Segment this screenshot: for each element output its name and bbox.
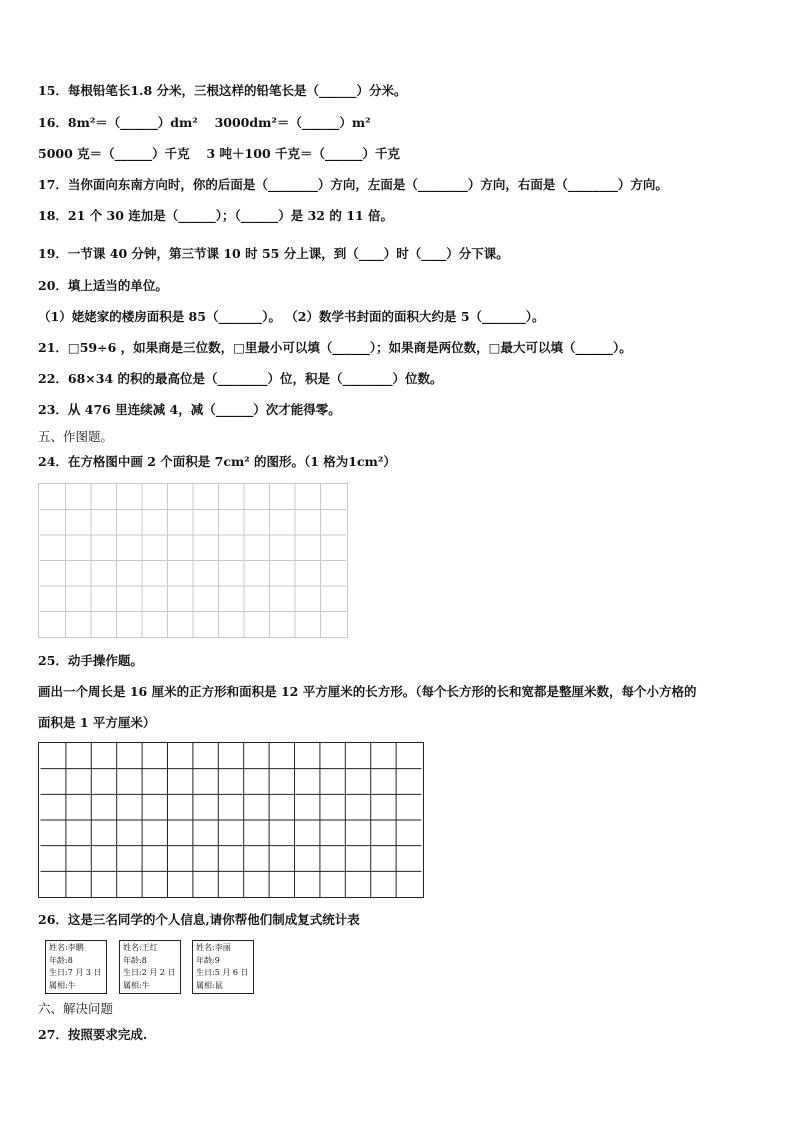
question-21: 21．□59÷6 ，如果商是三位数，□里最小可以填（______）；如果商是两位数，□最大可以填（______）。 [38,340,632,355]
card-name: 姓名:李丽 [196,943,231,952]
question-20: 20．填上适当的单位。 [38,278,168,293]
question-25-text-2: 面积是 1 平方厘米） [38,715,156,730]
question-25-text-1: 画出一个周长是 16 厘米的正方形和面积是 12 平方厘米的长方形。（每个长方形的长和宽都是整厘米数，每个小方格的 [38,684,697,699]
card-age: 年龄:8 [49,955,73,965]
card-age: 年龄:9 [196,955,220,965]
card-zodiac: 属相:牛 [123,980,150,990]
card-zodiac: 属相:鼠 [196,980,223,990]
card-name: 姓名:王红 [123,943,158,952]
card-name: 姓名:李鹏 [49,943,84,952]
question-16-line-1: 16．8m²＝（______）dm² 3000dm²＝（______）m² [38,115,371,130]
info-card-2 [119,940,181,994]
card-zodiac: 属相:牛 [49,980,76,990]
question-26: 26．这是三名同学的个人信息,请你帮他们制成复式统计表 [38,912,360,927]
info-card-1 [45,940,107,994]
question-27: 27．按照要求完成. [38,1027,148,1042]
card-birthday: 生日:2 月 2 日 [123,968,176,977]
question-19: 19．一节课 40 分钟，第三节课 10 时 55 分上课，到（____）时（____）分下课。 [38,246,509,261]
card-birthday: 生日:7 月 3 日 [49,968,102,977]
section-5-heading: 五、作图题。 [38,429,114,444]
section-6-heading: 六、解决问题 [38,1001,114,1016]
question-20-sub: （1）姥姥家的楼房面积是 85（_______）。 （2）数学书封面的面积大约是 5（_______）。 [38,309,545,324]
question-17: 17．当你面向东南方向时，你的后面是（________）方向，左面是（________）方向，右面是（________）方向。 [38,177,668,192]
square-grid-q24 [38,483,348,638]
square-grid-q25 [38,742,424,898]
question-25: 25．动手操作题。 [38,653,143,668]
info-card-3 [192,940,254,994]
question-24: 24．在方格图中画 2 个面积是 7cm² 的图形。（1 格为1cm²） [38,454,396,469]
question-23: 23．从 476 里连续减 4，减（______）次才能得零。 [38,402,341,417]
question-18: 18．21 个 30 连加是（______）；（______）是 32 的 11 倍。 [38,208,393,223]
card-age: 年龄:8 [123,955,147,965]
question-22: 22．68×34 的积的最高位是（________）位，积是（________）位数。 [38,371,443,386]
question-15: 15．每根铅笔长1.8 分米，三根这样的铅笔长是（______）分米。 [38,83,407,98]
question-16-line-2: 5000 克＝（______）千克 3 吨＋100 千克＝（______）千克 [38,146,400,161]
card-birthday: 生日:5 月 6 日 [196,968,249,977]
